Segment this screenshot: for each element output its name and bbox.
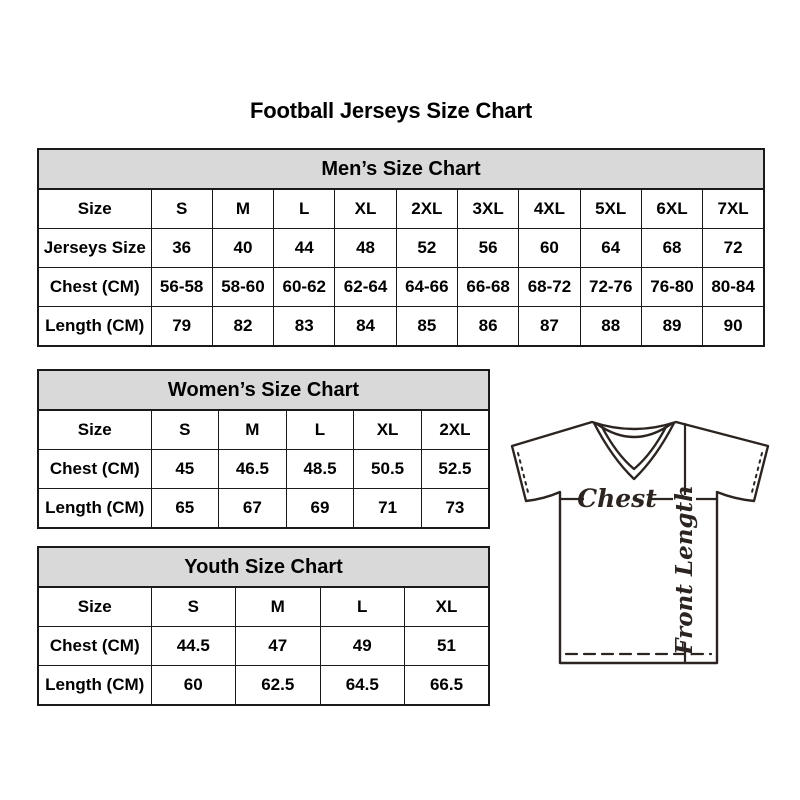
value-cell: XL [405,587,490,627]
value-cell: 56-58 [151,268,212,307]
youth-row-0 [38,587,489,627]
value-cell: M [212,189,273,229]
value-cell: 72-76 [580,268,641,307]
men-row-1 [38,229,764,268]
value-cell: 6XL [641,189,702,229]
value-cell: 44.5 [151,627,236,666]
value-cell: 60 [151,666,236,706]
value-cell: L [286,410,354,450]
womens-size-table [37,369,490,529]
value-cell: 52 [396,229,457,268]
value-cell: 64-66 [396,268,457,307]
men-title-row [38,149,764,189]
value-cell: 45 [151,450,219,489]
value-cell: 88 [580,307,641,347]
chest-label: Chest [577,484,657,513]
row-label-cell: Size [38,189,151,229]
value-cell: S [151,410,219,450]
youth-title-row [38,547,489,587]
row-label-cell: Length (CM) [38,307,151,347]
jersey-diagram-svg [500,400,780,680]
youth-table-title: Youth Size Chart [38,547,489,587]
women-row-2 [38,489,489,529]
value-cell: 85 [396,307,457,347]
men-row-3 [38,307,764,347]
value-cell: 80-84 [703,268,764,307]
value-cell: 83 [274,307,335,347]
jersey-outline-icon [512,422,768,663]
row-label-cell: Jerseys Size [38,229,151,268]
value-cell: 3XL [457,189,518,229]
value-cell: 49 [320,627,405,666]
value-cell: L [274,189,335,229]
value-cell: 36 [151,229,212,268]
value-cell: 66.5 [405,666,490,706]
value-cell: 67 [219,489,287,529]
mens-size-table [37,148,765,347]
value-cell: 65 [151,489,219,529]
row-label-cell: Chest (CM) [38,268,151,307]
value-cell: 5XL [580,189,641,229]
value-cell: 48.5 [286,450,354,489]
value-cell: 69 [286,489,354,529]
value-cell: XL [354,410,422,450]
value-cell: 82 [212,307,273,347]
value-cell: 2XL [421,410,489,450]
row-label-cell: Chest (CM) [38,627,151,666]
youth-row-2 [38,666,489,706]
value-cell: 60 [519,229,580,268]
value-cell: 86 [457,307,518,347]
value-cell: 84 [335,307,396,347]
value-cell: 62.5 [236,666,321,706]
value-cell: S [151,189,212,229]
value-cell: S [151,587,236,627]
value-cell: 76-80 [641,268,702,307]
value-cell: 4XL [519,189,580,229]
value-cell: 62-64 [335,268,396,307]
value-cell: L [320,587,405,627]
value-cell: 50.5 [354,450,422,489]
value-cell: 87 [519,307,580,347]
women-title-row [38,370,489,410]
value-cell: 48 [335,229,396,268]
value-cell: M [236,587,321,627]
value-cell: 51 [405,627,490,666]
value-cell: 66-68 [457,268,518,307]
value-cell: 56 [457,229,518,268]
value-cell: 47 [236,627,321,666]
value-cell: 40 [212,229,273,268]
vneck-outer-icon [594,423,674,479]
row-label-cell: Length (CM) [38,666,151,706]
value-cell: 2XL [396,189,457,229]
men-table-title: Men’s Size Chart [38,149,764,189]
value-cell: 79 [151,307,212,347]
women-row-1 [38,450,489,489]
value-cell: 46.5 [219,450,287,489]
front-length-label: Front Length [671,485,698,655]
value-cell: M [219,410,287,450]
men-row-2 [38,268,764,307]
value-cell: XL [335,189,396,229]
row-label-cell: Length (CM) [38,489,151,529]
value-cell: 72 [703,229,764,268]
value-cell: 89 [641,307,702,347]
value-cell: 60-62 [274,268,335,307]
row-label-cell: Size [38,410,151,450]
youth-size-table [37,546,490,706]
row-label-cell: Chest (CM) [38,450,151,489]
value-cell: 68 [641,229,702,268]
row-label-cell: Size [38,587,151,627]
men-row-0 [38,189,764,229]
page-title: Football Jerseys Size Chart [250,98,532,123]
value-cell: 52.5 [421,450,489,489]
value-cell: 71 [354,489,422,529]
youth-row-1 [38,627,489,666]
value-cell: 90 [703,307,764,347]
value-cell: 58-60 [212,268,273,307]
value-cell: 64.5 [320,666,405,706]
value-cell: 73 [421,489,489,529]
jersey-measurement-diagram [500,400,780,680]
women-table-title: Women’s Size Chart [38,370,489,410]
value-cell: 64 [580,229,641,268]
value-cell: 44 [274,229,335,268]
value-cell: 68-72 [519,268,580,307]
value-cell: 7XL [703,189,764,229]
women-row-0 [38,410,489,450]
